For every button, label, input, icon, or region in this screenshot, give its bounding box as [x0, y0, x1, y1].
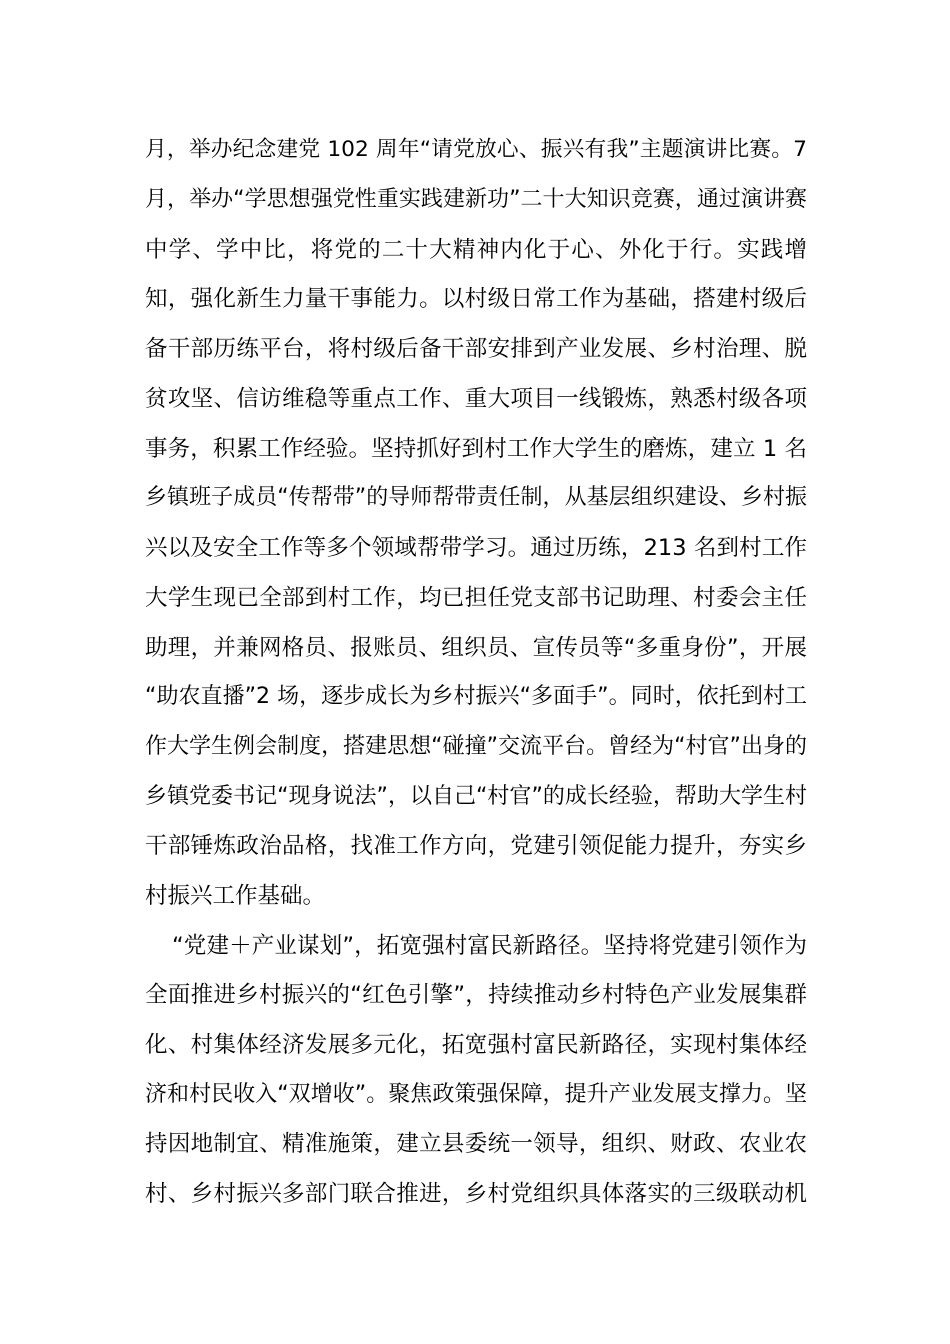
paragraph-1-line-11: 助理，并兼网格员、报账员、组织员、宣传员等“多重身份”，开展 — [145, 635, 807, 661]
paragraph-2-line-1: “党建＋产业谋划”，拓宽强村富民新路径。坚持将党建引领作为 — [172, 933, 807, 959]
paragraph-2-line-4: 济和村民收入“双增收”。聚焦政策强保障，提升产业发展支撑力。坚 — [145, 1082, 807, 1107]
paragraph-1-line-14: 乡镇党委书记“现身说法”，以自己“村官”的成长经验，帮助大学生村 — [145, 784, 807, 809]
paragraph-2-line-2: 全面推进乡村振兴的“红色引擎”，持续推动乡村特色产业发展集群 — [145, 982, 807, 1008]
paragraph-1-line-12: “助农直播”2 场，逐步成长为乡村振兴“多面手”。同时，依托到村工 — [145, 684, 807, 709]
paragraph-1-line-6: 贫攻坚、信访维稳等重点工作、重大项目一线锻炼，熟悉村级各项 — [145, 386, 807, 412]
paragraph-1-line-7: 事务，积累工作经验。坚持抓好到村工作大学生的磨炼，建立 1 名 — [145, 436, 807, 462]
paragraph-1-line-5: 备干部历练平台，将村级后备干部安排到产业发展、乡村治理、脱 — [145, 336, 807, 362]
paragraph-2-line-3: 化、村集体经济发展多元化，拓宽强村富民新路径，实现村集体经 — [145, 1032, 807, 1058]
paragraph-2-line-5: 持因地制宜、精准施策，建立县委统一领导，组织、财政、农业农 — [145, 1131, 807, 1157]
paragraph-1-line-2: 月，举办“学思想强党性重实践建新功”二十大知识竞赛，通过演讲赛 — [145, 187, 807, 212]
paragraph-1-line-3: 中学、学中比，将党的二十大精神内化于心、外化于行。实践增 — [145, 237, 807, 263]
paragraph-1-line-10: 大学生现已全部到村工作，均已担任党支部书记助理、村委会主任 — [145, 585, 807, 611]
paragraph-2-line-6: 村、乡村振兴多部门联合推进，乡村党组织具体落实的三级联动机 — [145, 1181, 807, 1207]
paragraph-1-line-15: 干部锤炼政治品格，找准工作方向，党建引领促能力提升，夯实乡 — [145, 833, 807, 859]
paragraph-1-line-13: 作大学生例会制度，搭建思想“碰撞”交流平台。曾经为“村官”出身的 — [145, 734, 807, 759]
paragraph-1-line-1: 月，举办纪念建党 102 周年“请党放心、振兴有我”主题演讲比赛。7 — [145, 137, 807, 162]
paragraph-1-line-8: 乡镇班子成员“传帮带”的导师帮带责任制，从基层组织建设、乡村振 — [145, 485, 807, 510]
paragraph-1-line-4: 知，强化新生力量干事能力。以村级日常工作为基础，搭建村级后 — [145, 286, 807, 312]
paragraph-1-line-16: 村振兴工作基础。 — [145, 883, 326, 909]
paragraph-1-line-9: 兴以及安全工作等多个领域帮带学习。通过历练，213 名到村工作 — [145, 535, 807, 561]
